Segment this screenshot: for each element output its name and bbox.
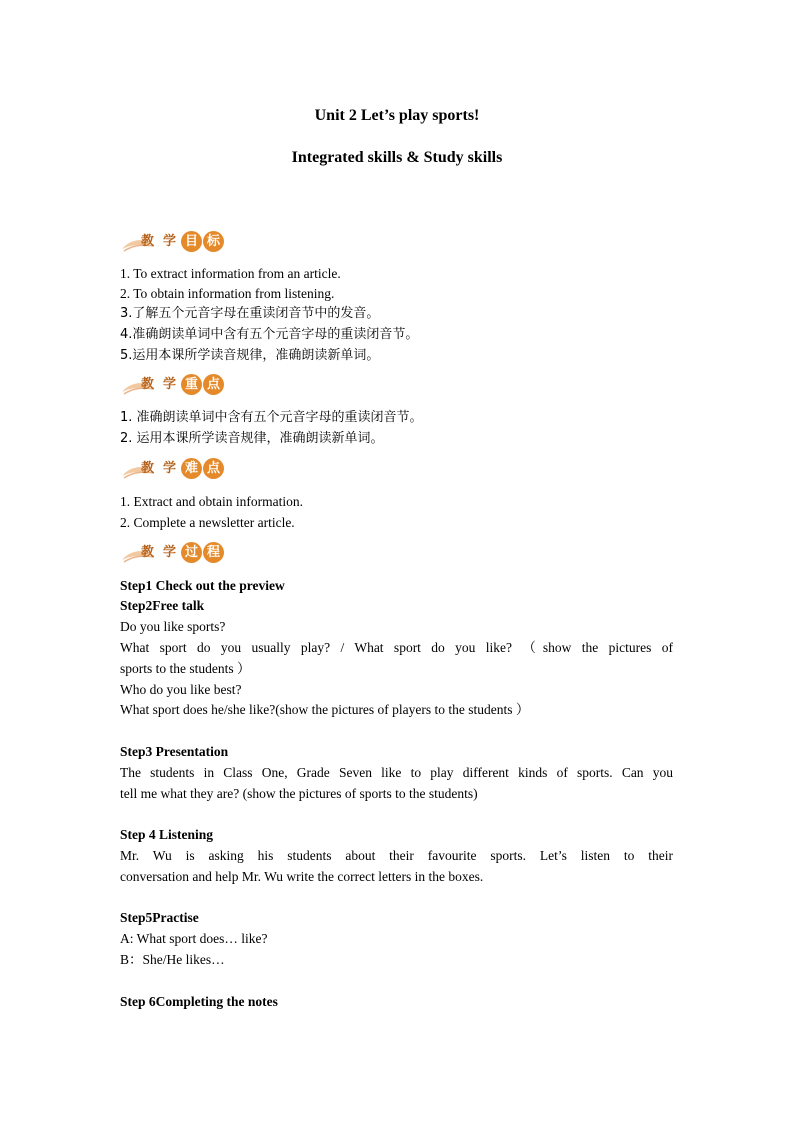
step-heading: Step3 Presentation [120,744,229,759]
objective-item: 5.运用本课所学读音规律，准确朗读新单词。 [120,348,380,363]
process-badge-char: 教 [140,545,154,560]
step-text: The students in Class One, Grade Seven like to play different kinds of sports. Can you [120,765,673,780]
key-point-item: 2. 运用本课所学读音规律，准确朗读新单词。 [120,431,384,446]
step-heading: Step2Free talk [120,598,205,613]
step-text: What sport do you usually play? / What sport do you like? （show the pictures of [120,640,673,655]
key-points-badge-char: 学 [162,377,176,392]
process-badge-char: 程 [203,542,224,563]
difficulties-badge-char: 教 [140,461,154,476]
difficulties-badge-char: 点 [203,458,224,479]
step-text: conversation and help Mr. Wu write the correct letters in the boxes. [120,869,484,884]
step-text: Do you like sports? [120,619,226,634]
step-heading: Step1 Check out the preview [120,578,285,593]
difficulty-item: 1. Extract and obtain information. [120,494,303,509]
key-point-item: 1. 准确朗读单词中含有五个元音字母的重读闭音节。 [120,410,423,425]
difficulty-item: 2. Complete a newsletter article. [120,515,295,530]
process-badge [120,540,230,566]
step-text: B：She/He likes… [120,952,225,967]
key-points-badge [120,372,230,398]
objective-item: 1. To extract information from an article. [120,266,341,281]
step-text: What sport does he/she like?(show the pictures of players to the students ） [120,702,530,717]
process-badge-char: 过 [181,542,202,563]
difficulties-badge [120,456,230,482]
objectives-badge-char: 教 [140,234,154,249]
difficulties-badge-char: 学 [162,461,176,476]
objective-item: 3.了解五个元音字母在重读闭音节中的发音。 [120,306,380,321]
step-heading: Step 4 Listening [120,827,214,842]
step-heading: Step5Practise [120,910,199,925]
step-text: sports to the students ） [120,661,251,676]
objectives-badge-char: 标 [203,231,224,252]
document-subtitle: Integrated skills & Study skills [291,149,503,166]
step-text: Mr. Wu is asking his students about their favourite sports. Let’s listen to their [120,848,673,863]
key-points-badge-char: 点 [203,374,224,395]
document-title: Unit 2 Let’s play sports! [314,107,480,124]
objectives-badge-char: 目 [181,231,202,252]
objective-item: 2. To obtain information from listening. [120,286,335,301]
key-points-badge-char: 教 [140,377,154,392]
objectives-badge-char: 学 [162,234,176,249]
objective-item: 4.准确朗读单词中含有五个元音字母的重读闭音节。 [120,327,419,342]
step-heading: Step 6Completing the notes [120,994,278,1009]
difficulties-badge-char: 难 [181,458,202,479]
process-badge-char: 学 [162,545,176,560]
key-points-badge-char: 重 [181,374,202,395]
objectives-badge [120,229,230,255]
step-text: tell me what they are? (show the pictures of sports to the students) [120,786,478,801]
step-text: A: What sport does… like? [120,931,268,946]
step-text: Who do you like best? [120,682,242,697]
